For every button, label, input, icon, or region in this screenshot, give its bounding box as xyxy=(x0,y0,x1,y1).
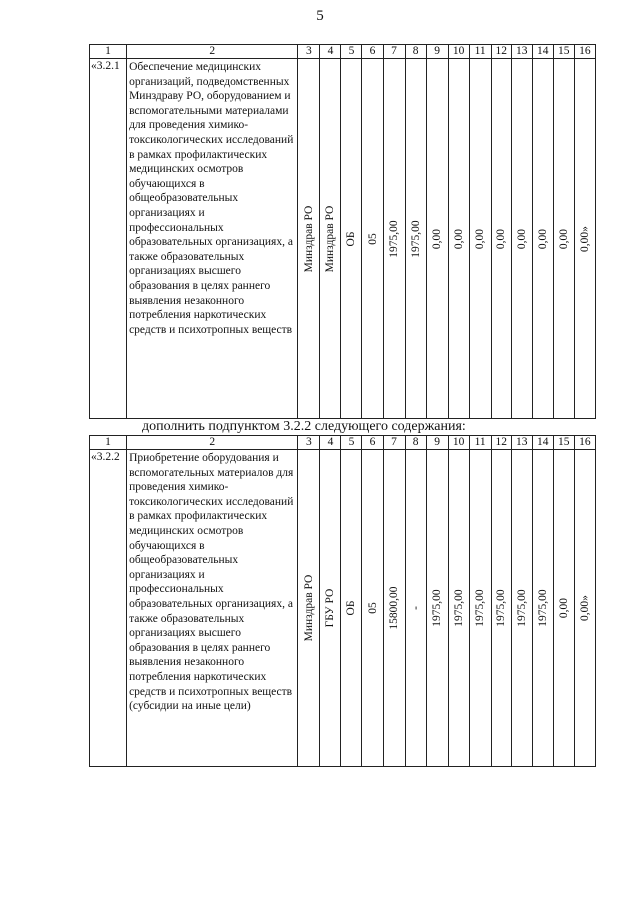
header-cell: 12 xyxy=(491,45,511,59)
amount-cell: 1975,00 xyxy=(536,589,549,627)
amount-cell: 0,00 xyxy=(515,228,528,249)
item-code: «3.2.2 xyxy=(90,450,127,767)
header-cell: 10 xyxy=(448,45,469,59)
header-cell: 1 xyxy=(90,436,127,450)
header-cell: 3 xyxy=(298,436,320,450)
amount-cell: 1975,00 xyxy=(388,219,401,258)
amount-cell: 0,00 xyxy=(557,597,570,619)
program-table-1 xyxy=(89,44,596,419)
header-cell: 16 xyxy=(574,436,595,450)
header-cell: 13 xyxy=(511,45,532,59)
amendment-text: дополнить подпунктом 3.2.2 следующего содержания: xyxy=(142,419,466,434)
header-cell: 15 xyxy=(553,45,574,59)
page-number: 5 xyxy=(316,8,324,24)
header-cell: 3 xyxy=(298,45,320,59)
header-cell: 14 xyxy=(532,436,553,450)
header-cell: 7 xyxy=(383,436,405,450)
amount-cell: 0,00» xyxy=(578,595,591,621)
header-cell: 6 xyxy=(362,45,383,59)
amount-cell: 0,00 xyxy=(495,228,508,249)
header-cell: 7 xyxy=(383,45,405,59)
responsible-executor: Минздрав РО xyxy=(302,205,315,272)
budget-source: ОБ xyxy=(345,600,358,616)
header-cell: 2 xyxy=(127,45,298,59)
amount-cell: 1975,00 xyxy=(515,589,528,627)
table-row xyxy=(90,59,596,419)
amount-cell: 0,00 xyxy=(557,228,570,249)
budget-code: 05 xyxy=(366,602,379,614)
program-table-2 xyxy=(89,435,596,767)
amount-cell: 0,00 xyxy=(536,228,549,249)
header-cell: 6 xyxy=(362,436,383,450)
item-name: Приобретение оборудования и вспомогательных материалов для проведения химико-токсикологических исследований в рамках профилактических медицинских осмотров обучающихся в общеобразовательных организациях и профессиональных образовательных организациях, а также образовательных организациях высшего образования в целях раннего выявления незаконного потребления наркотических средств и психотропных веществ (субсидии на иные цели) xyxy=(127,450,298,767)
header-cell: 4 xyxy=(320,45,341,59)
item-code: «3.2.1 xyxy=(90,59,127,419)
amount-cell: 1975,00 xyxy=(409,219,422,258)
header-cell: 5 xyxy=(341,436,362,450)
amount-cell: 0,00 xyxy=(474,228,487,249)
table-header-row xyxy=(90,45,596,59)
header-cell: 9 xyxy=(426,45,448,59)
header-cell: 10 xyxy=(448,436,469,450)
header-cell: 8 xyxy=(405,436,426,450)
item-name: Обеспечение медицинских организаций, подведомственных Минздраву РО, оборудованием и вспомогательными материалами для проведения химико-токсикологических исследований в рамках профилактических медицинских осмотров обучающихся в общеобразовательных организациях и профессиональных образовательных организациях, а также образовательных организациях высшего образования в целях раннего выявления незаконного потребления наркотических средств и психотропных веществ xyxy=(127,59,298,419)
amount-cell: 15800,00 xyxy=(388,586,401,630)
amount-cell: 1975,00 xyxy=(474,589,487,627)
header-cell: 13 xyxy=(511,436,532,450)
amount-cell: 0,00» xyxy=(578,225,591,252)
table-row xyxy=(90,450,596,767)
header-cell: 12 xyxy=(491,436,511,450)
header-cell: 4 xyxy=(320,436,341,450)
header-cell: 11 xyxy=(469,436,491,450)
amount-cell: 0,00 xyxy=(431,228,444,249)
header-cell: 9 xyxy=(426,436,448,450)
amount-cell: 0,00 xyxy=(452,228,465,249)
amount-cell: 1975,00 xyxy=(452,589,465,627)
amount-cell: 1975,00 xyxy=(431,589,444,627)
header-cell: 8 xyxy=(405,45,426,59)
header-cell: 11 xyxy=(469,45,491,59)
header-cell: 15 xyxy=(553,436,574,450)
budget-source: ОБ xyxy=(345,231,358,246)
header-cell: 5 xyxy=(341,45,362,59)
header-cell: 16 xyxy=(574,45,595,59)
header-cell: 14 xyxy=(532,45,553,59)
header-cell: 2 xyxy=(127,436,298,450)
participant: Минздрав РО xyxy=(324,205,337,272)
participant: ГБУ РО xyxy=(324,588,337,628)
amount-cell: 1975,00 xyxy=(495,589,508,627)
amount-cell: - xyxy=(409,606,422,610)
responsible-executor: Минздрав РО xyxy=(302,574,315,642)
budget-code: 05 xyxy=(366,232,379,245)
header-cell: 1 xyxy=(90,45,127,59)
table-header-row xyxy=(90,436,596,450)
